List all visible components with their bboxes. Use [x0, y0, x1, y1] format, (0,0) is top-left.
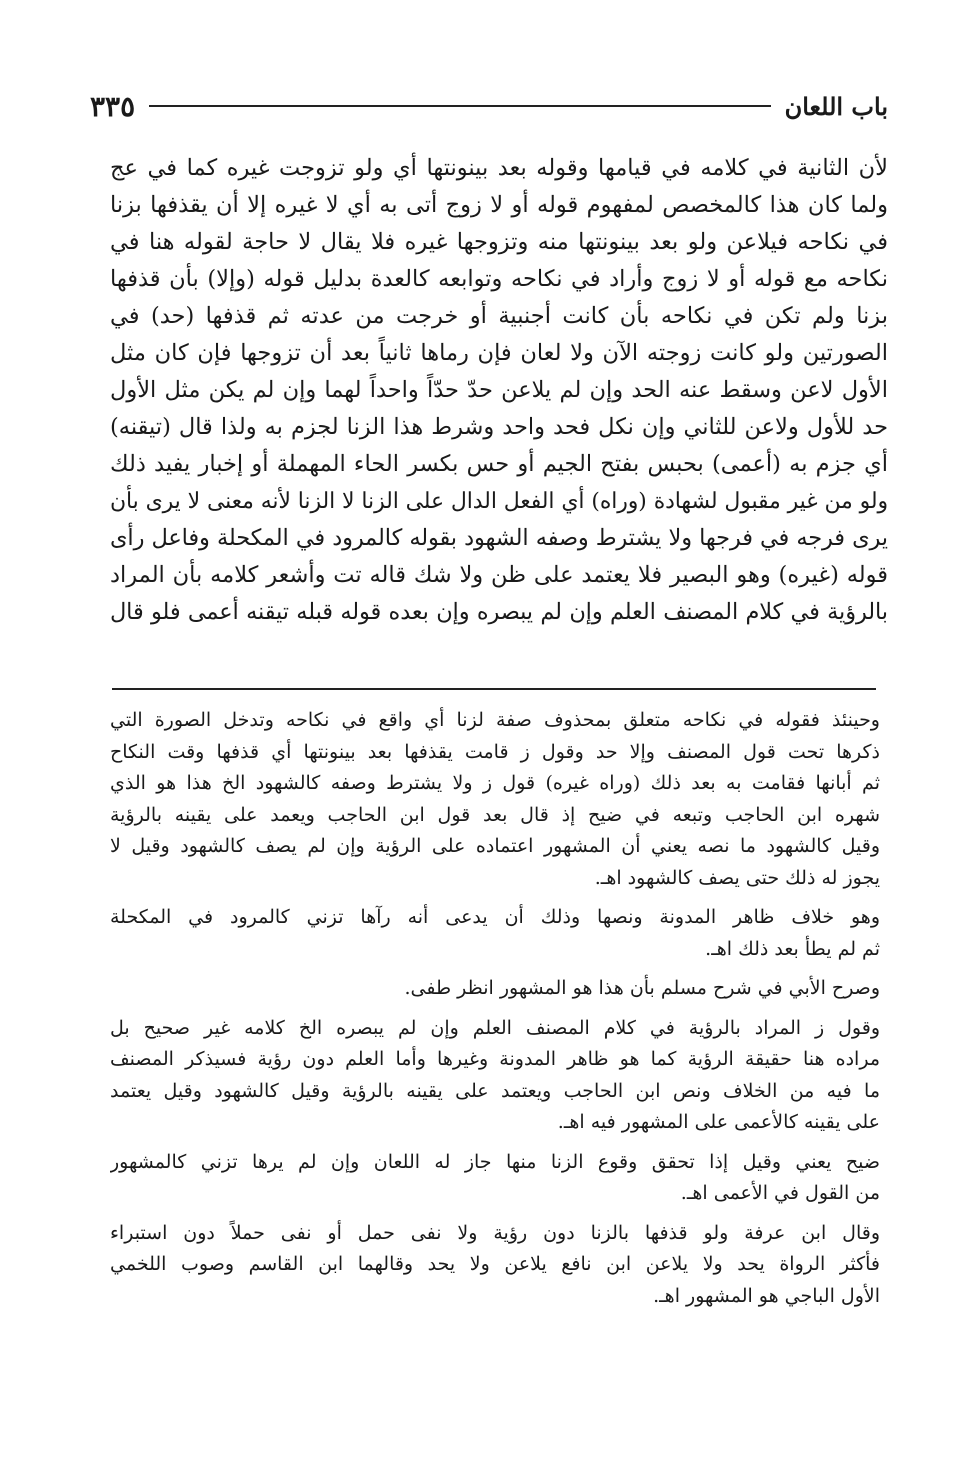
- footnote-line: من القول في الأعمى اهـ.: [680, 1182, 880, 1204]
- footnote-line: ثم أبانها فقامت به بعد ذلك (وراه غيره) قول ز ولا يشترط وصفه كالشهود الخ هذا هو الذي: [110, 772, 880, 794]
- main-line: بالرؤية في كلام المصنف العلم وإن لم يبصره وإن بعده قوله قبله تيقنه أعمى فلو قال: [110, 599, 888, 625]
- footnote-line: على يقينه كالأعمى على المشهور فيه اهـ.: [557, 1111, 880, 1133]
- footnote: [110, 1147, 880, 1210]
- main-line: حد للأول ولاعن للثاني وإن نكل فحد واحد وشرط هذا الزنا لجزم به ولذا قال (تيقنه): [110, 414, 888, 440]
- footnote-line: وحينئذ فقوله في نكاحه متعلق بمحذوف صفة لزنا أي واقع في نكاحه وتدخل الصورة التي: [110, 709, 880, 731]
- main-line: ولو من غير مقبول لشهادة (وراه) أي الفعل الدال على الزنا لا الزنا لأنه معنى لا يرى بأن: [110, 489, 888, 514]
- footnote-line: شهره ابن الحاجب وتبعه في ضيح إذ قال بعد قول ابن الحاجب ويعمد على يقينه بالرؤية: [110, 803, 880, 826]
- main-line: الأول لاعن وسقط عنه الحد وإن لم يلاعن حدّ حدّاً واحداً لهما وإن لم يكن مثل الأول: [110, 377, 888, 403]
- footnote-line: فأكثر الرواة يحد ولا يلاعن ابن نافع يلاعن ولا يحد وقالهما ابن القاسم وصوب اللخمي: [110, 1253, 880, 1275]
- footnote-line: وصرح الأبي في شرح مسلم بأن هذا هو المشهور انظر طفى.: [404, 977, 880, 999]
- main-line: بزنا ولم تكن في نكاحه بأن كانت أجنبية أو خرجت من عدته ثم قذفها (حد) في: [110, 303, 888, 329]
- header-rule: [149, 105, 770, 107]
- main-line: في نكاحه فيلاعن ولو بعد بينونتها منه وتزوجها غيره فلا يقال لا حاجة لقوله هنا في: [110, 229, 888, 255]
- footnote-line: ما فيه من الخلاف ونص ابن الحاجب ويعتمد على يقينه بالرؤية وقيل كالشهود وقيل يعتمد: [110, 1079, 880, 1102]
- page-number: ٣٣٥: [90, 89, 136, 123]
- main-text: [110, 150, 888, 631]
- main-line: الصورتين ولو كانت زوجته الآن ولا لعان فإن رماها ثانياً بعد أن تزوجها فإن كان مثل: [110, 340, 888, 366]
- main-line: ولما كان هذا كالمخصص لمفهوم قوله أو لا زوج أتى به أي لا غيره إلا أن يقذفها بزنا: [110, 192, 888, 218]
- main-line: يرى فرجه في فرجها ولا يشترط وصفه الشهود بقوله كالمرود في المكحلة وفاعل رأى: [110, 525, 888, 551]
- footnote: [110, 902, 880, 965]
- running-header: [90, 86, 888, 126]
- footnote: [110, 705, 880, 894]
- main-line: لأن الثانية في كلامه في قيامها وقوله بعد بينونتها أي ولو تزوجت غيره كما في عج: [110, 155, 888, 181]
- footnote-line: ذكرها تحت قول المصنف وإلا حد وقول ز قامت يقذفها بعد بينونتها أي قذفها وقت النكاح: [110, 740, 880, 763]
- main-line: نكاحه مع قوله أو لا زوج وأراد في نكاحه وتوابعه كالعدة بدليل قوله (وإلا) بأن قذفها: [110, 266, 888, 292]
- footnote-line: وقيل كالشهود ما نصه يعني أن المشهور اعتماده على الرؤية وإن لم يصف كالشهود وقيل لا: [110, 835, 880, 857]
- footnote-line: ضيح يعني وقيل إذا تحقق وقوع الزنا منها جاز له اللعان وإن لم يرها تزني كالمشهور: [110, 1150, 880, 1173]
- footnote-line: الأول الباجي هو المشهور اهـ.: [653, 1284, 880, 1307]
- footnotes: [110, 705, 880, 1320]
- main-line: أي جزم به (أعمى) بحبس بفتح الجيم أو حس بكسر الحاء المهملة أو إخبار يفيد ذلك: [110, 451, 888, 477]
- footnote-line: ثم لم يطأ بعد ذلك اهـ.: [705, 937, 880, 960]
- footnote: [110, 1013, 880, 1139]
- main-line: قوله (غيره) وهو البصير فلا يعتمد على ظن ولا شك قاله تت وأشعر كلامه بأن المراد: [110, 562, 888, 588]
- footnote: [110, 1218, 880, 1313]
- footnote-separator: [112, 688, 876, 690]
- footnote-line: وقول ز المراد بالرؤية في كلام المصنف العلم وإن لم يبصره الخ كلامه غير صحيح بل: [110, 1016, 880, 1039]
- footnote: [110, 973, 880, 1005]
- footnote-line: وقال ابن عرفة ولو قذفها بالزنا دون رؤية ولا نفى حمل أو نفى حملاً دون استبراء: [110, 1221, 880, 1244]
- footnote-line: يجوز له ذلك حتى يصف كالشهود اهـ.: [594, 866, 880, 889]
- footnote-line: مراده هنا حقيقة الرؤية كما هو ظاهر المدونة وغيرها وأما العلم دون رؤية فسيذكر المصنف: [110, 1048, 880, 1070]
- footnote-line: وهو خلاف ظاهر المدونة ونصها وذلك أن يدعى أنه رآها تزني كالمرود في المكحلة: [110, 906, 880, 928]
- chapter-title: باب اللعان: [784, 91, 888, 121]
